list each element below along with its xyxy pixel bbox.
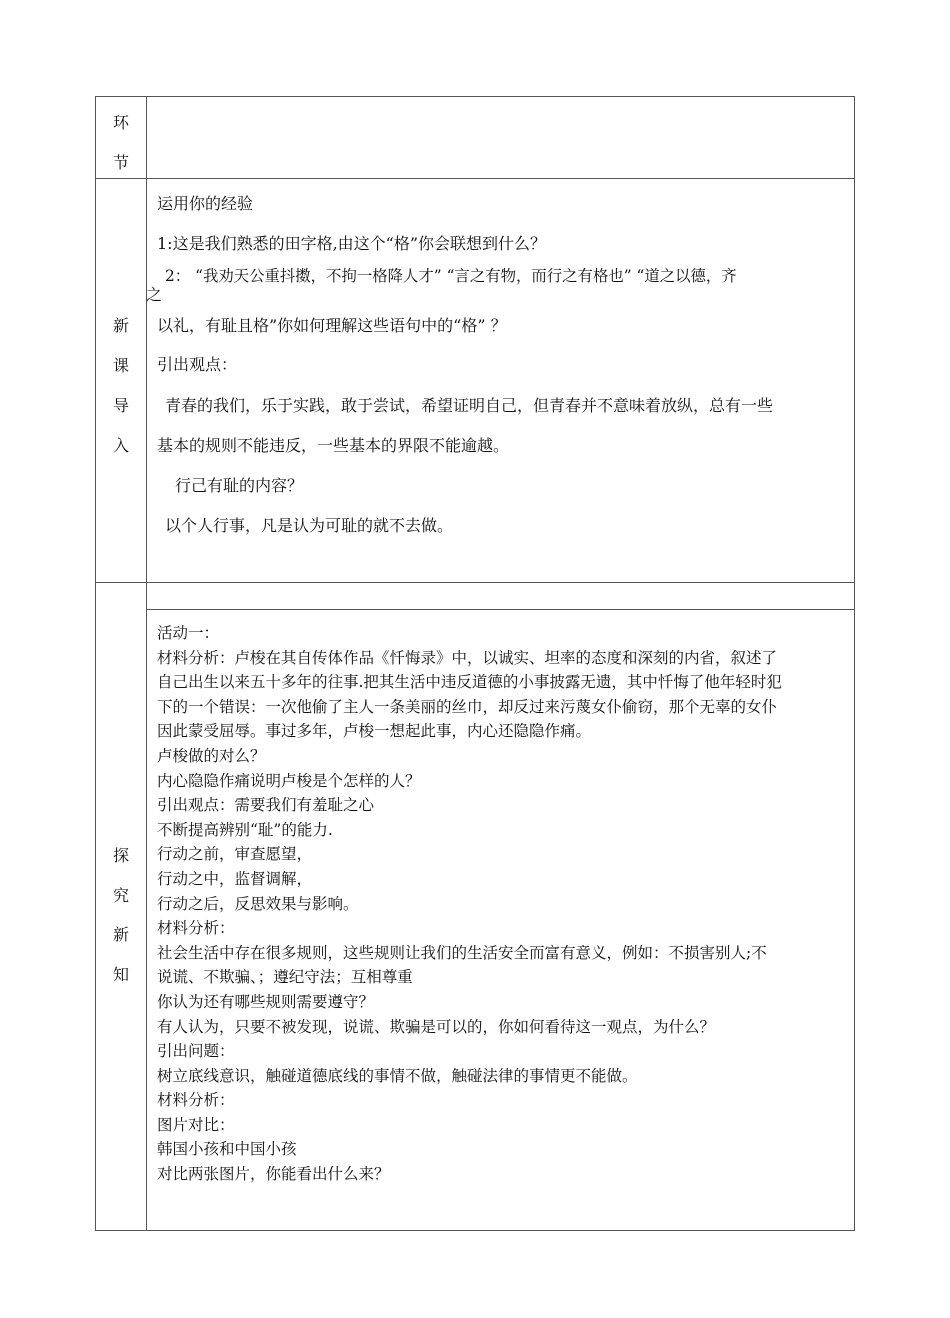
intro-line: 青春的我们，乐于实践，敢于尝试，希望证明自己，但青春并不意味着放纵，总有一些 [165,396,774,415]
explore-line: 社会生活中存在很多规则，这些规则让我们的生活安全而富有意义，例如：不损害别人;不 [157,943,767,962]
explore-line: 卢梭做的对么？ [157,746,266,765]
explore-line: 活动一： [157,624,220,642]
intro-line: 运用你的经验 [157,194,254,213]
table-border-top [95,96,855,97]
explore-line: 材料分析： [157,919,235,938]
explore-label-char: 新 [112,925,129,944]
column-divider [146,96,147,1231]
explore-label-char: 究 [112,886,129,905]
explore-line: 行动之中，监督调解， [157,869,313,888]
explore-line: 行动之前，审查愿望， [157,845,313,864]
intro-line: 之 [146,285,163,304]
explore-line: 行动之后，反思效果与影响。 [157,894,359,913]
explore-label-char: 探 [112,846,129,865]
explore-line: 说谎、不欺骗、；遵纪守法；互相尊重 [157,968,413,987]
explore-line: 材料分析： [157,1091,235,1110]
intro-line: 基本的规则不能违反，一些基本的界限不能逾越。 [157,436,510,455]
intro-line: 行己有耻的内容？ [175,476,304,495]
explore-line: 韩国小孩和中国小孩 [157,1140,297,1159]
intro-line: 2： “我劝天公重抖擞，不拘一格降人才” “言之有物，而行之有格也” “道之以德，齐 [165,267,737,285]
explore-line: 下的一个错误：一次他偷了主人一条美丽的丝巾，却反过来污蔑女仆偷窃，那个无辜的女仆 [157,697,778,716]
table-border-bottom [95,1230,855,1231]
explore-line: 有人认为，只要不被发现，说谎、欺骗是可以的，你如何看待这一观点，为什么？ [157,1017,716,1036]
explore-line: 树立底线意识，触碰道德底线的事情不做，触碰法律的事情更不能做。 [157,1066,638,1085]
explore-line: 自己出生以来五十多年的往事.把其生活中违反道德的小事披露无遗，其中忏悔了他年轻时犯 [157,673,782,692]
explore-line: 引出问题： [157,1042,235,1061]
explore-line: 图片对比： [157,1115,235,1134]
table-border-left [95,96,96,1231]
sub-row-divider [146,609,855,610]
intro-line: 引出观点： [157,355,238,374]
explore-label-char: 知 [112,965,129,984]
intro-label-char: 导 [112,396,129,415]
explore-line: 对比两张图片，你能看出什么来？ [157,1165,390,1184]
header-label-char: 节 [112,153,129,172]
intro-line: 1:这是我们熟悉的田字格,由这个“格”你会联想到什么？ [157,234,547,253]
intro-label-char: 入 [112,436,129,455]
explore-line: 不断提高辨别“耻”的能力. [157,820,333,839]
explore-content [157,621,782,1187]
intro-label-char: 课 [112,356,129,375]
row-divider-2 [95,582,855,583]
explore-line: 材料分析：卢梭在其自传体作品《忏悔录》中，以诚实、坦率的态度和深刻的内省，叙述了 [157,648,778,667]
explore-line: 你认为还有哪些规则需要遵守？ [157,992,375,1011]
explore-line: 引出观点：需要我们有羞耻之心 [157,796,375,815]
intro-line: 以礼，有耻且格”你如何理解这些语句中的“格” ？ [157,316,507,335]
intro-label-char: 新 [112,316,129,335]
row-divider-1 [95,178,855,179]
table-border-right [854,96,855,1231]
intro-line: 以个人行事，凡是认为可耻的就不去做。 [165,516,454,535]
explore-line: 因此蒙受屈辱。事过多年，卢梭一想起此事，内心还隐隐作痛。 [157,722,592,741]
explore-line: 内心隐隐作痛说明卢梭是个怎样的人？ [157,771,421,790]
header-label-char: 环 [112,113,129,132]
